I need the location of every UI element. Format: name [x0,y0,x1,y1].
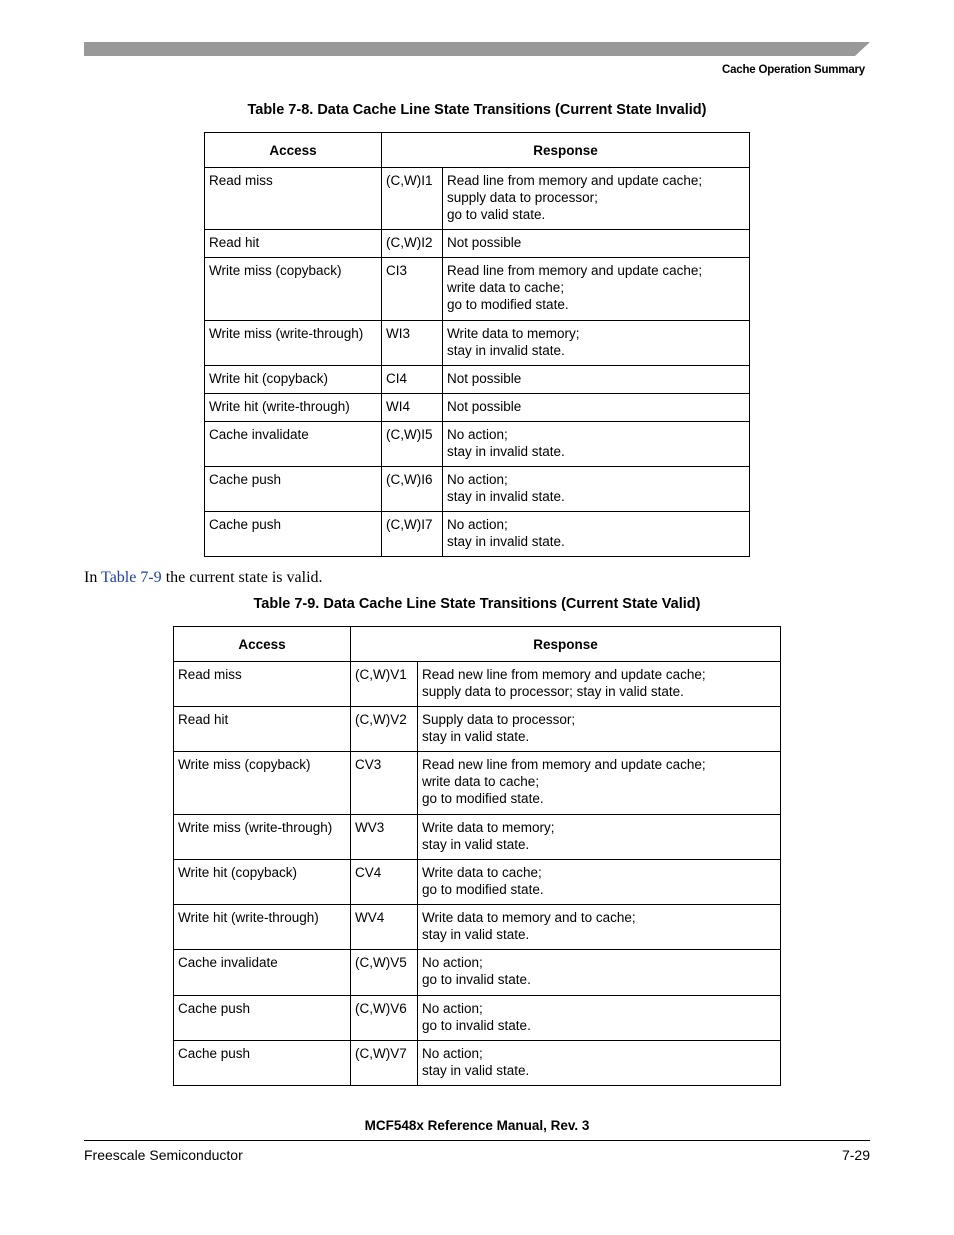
column-header-access: Access [205,133,382,168]
table-row [174,752,781,815]
state-code-cell: WI4 [382,394,443,422]
access-cell: Read miss [174,662,351,707]
manual-title: MCF548x Reference Manual, Rev. 3 [364,1118,590,1133]
response-cell [418,996,781,1041]
response-line: No action; [422,1046,483,1061]
response-cell [443,422,750,467]
response-line: stay in valid state. [422,1063,530,1078]
access-cell: Write hit (copyback) [174,860,351,905]
table-7-9 [173,626,781,1086]
table-row [174,815,781,860]
response-line: Write data to cache; [422,865,542,880]
access-cell: Cache invalidate [174,950,351,996]
table-row [205,258,750,321]
response-line: write data to cache; [422,774,540,789]
access-cell: Read hit [205,230,382,258]
state-code-cell: (C,W)V1 [351,662,418,707]
table-row [174,1041,781,1086]
state-code-cell: WI3 [382,321,443,366]
footer-rule [84,1140,870,1141]
access-cell: Write miss (copyback) [205,258,382,321]
table-row [174,950,781,996]
response-line: go to invalid state. [422,972,531,987]
access-cell: Write miss (write-through) [174,815,351,860]
response-line: No action; [447,427,508,442]
state-code-cell: CI3 [382,258,443,321]
table-row [174,905,781,950]
access-cell: Read hit [174,707,351,752]
table-row [174,707,781,752]
response-cell [443,230,750,258]
table-row [174,662,781,707]
access-cell: Cache invalidate [205,422,382,467]
response-cell [418,905,781,950]
response-cell [418,815,781,860]
table-7-9-link[interactable]: Table 7-9 [101,569,162,586]
response-line: write data to cache; [447,280,565,295]
state-code-cell: (C,W)I7 [382,512,443,557]
response-cell [418,1041,781,1086]
access-cell: Write hit (write-through) [205,394,382,422]
response-line: Not possible [447,235,522,250]
response-line: Read new line from memory and update cache; [422,757,706,772]
response-cell [418,752,781,815]
access-cell: Write miss (write-through) [205,321,382,366]
response-cell [443,366,750,394]
response-line: Write data to memory; [422,820,555,835]
state-code-cell: (C,W)V6 [351,996,418,1041]
response-line: stay in invalid state. [447,444,565,459]
access-cell: Cache push [205,467,382,512]
response-line: stay in invalid state. [447,343,565,358]
table-row [205,467,750,512]
response-cell [418,860,781,905]
response-line: go to modified state. [447,297,569,312]
response-line: stay in valid state. [422,927,530,942]
column-header-response: Response [351,627,781,662]
response-line: No action; [447,472,508,487]
response-line: go to modified state. [422,882,544,897]
response-cell [443,258,750,321]
state-code-cell: (C,W)V7 [351,1041,418,1086]
table-row [174,996,781,1041]
response-line: Write data to memory and to cache; [422,910,636,925]
response-line: Read line from memory and update cache; [447,263,703,278]
state-code-cell: WV3 [351,815,418,860]
access-cell: Cache push [205,512,382,557]
state-code-cell: WV4 [351,905,418,950]
response-line: stay in valid state. [422,837,530,852]
response-line: Read line from memory and update cache; [447,173,703,188]
table-row [205,422,750,467]
response-cell [443,467,750,512]
response-line: stay in invalid state. [447,534,565,549]
response-line: go to valid state. [447,207,546,222]
table-row [205,168,750,230]
state-code-cell: CV4 [351,860,418,905]
access-cell: Write miss (copyback) [174,752,351,815]
state-code-cell: CI4 [382,366,443,394]
access-cell: Cache push [174,996,351,1041]
header-bar [84,42,870,56]
response-line: go to modified state. [422,791,544,806]
response-cell [443,321,750,366]
table-7-8-caption: Table 7-8. Data Cache Line State Transitions (Current State Invalid) [247,102,707,118]
response-cell [443,512,750,557]
page-number: 7-29 [841,1147,870,1163]
response-line: stay in valid state. [422,729,530,744]
table-7-9-caption: Table 7-9. Data Cache Line State Transitions (Current State Valid) [253,596,701,612]
response-line: No action; [422,955,483,970]
state-code-cell: (C,W)I6 [382,467,443,512]
response-line: Not possible [447,371,522,386]
table-row [205,321,750,366]
column-header-access: Access [174,627,351,662]
response-line: No action; [447,517,508,532]
access-cell: Cache push [174,1041,351,1086]
state-code-cell: CV3 [351,752,418,815]
access-cell: Read miss [205,168,382,230]
table-row [205,230,750,258]
state-code-cell: (C,W)V2 [351,707,418,752]
response-line: Write data to memory; [447,326,580,341]
column-header-response: Response [382,133,750,168]
paragraph-prefix: In [84,569,102,586]
body-paragraph [84,569,323,587]
response-cell [443,394,750,422]
table-row [205,366,750,394]
access-cell: Write hit (write-through) [174,905,351,950]
table-row [174,860,781,905]
state-code-cell: (C,W)I2 [382,230,443,258]
response-line: go to invalid state. [422,1018,531,1033]
response-line: supply data to processor; [447,190,598,205]
access-cell: Write hit (copyback) [205,366,382,394]
state-code-cell: (C,W)I5 [382,422,443,467]
state-code-cell: (C,W)I1 [382,168,443,230]
running-head: Cache Operation Summary [721,64,865,76]
response-line: supply data to processor; stay in valid state. [422,684,684,699]
table-row [205,512,750,557]
table-7-8 [204,132,750,557]
company-name: Freescale Semiconductor [84,1147,243,1163]
response-cell [418,707,781,752]
response-line: No action; [422,1001,483,1016]
state-code-cell: (C,W)V5 [351,950,418,996]
response-line: Not possible [447,399,522,414]
response-cell [418,662,781,707]
response-line: Supply data to processor; [422,712,576,727]
response-line: Read new line from memory and update cache; [422,667,706,682]
paragraph-suffix: the current state is valid. [161,569,323,586]
response-line: stay in invalid state. [447,489,565,504]
response-cell [418,950,781,996]
table-row [205,394,750,422]
response-cell [443,168,750,230]
